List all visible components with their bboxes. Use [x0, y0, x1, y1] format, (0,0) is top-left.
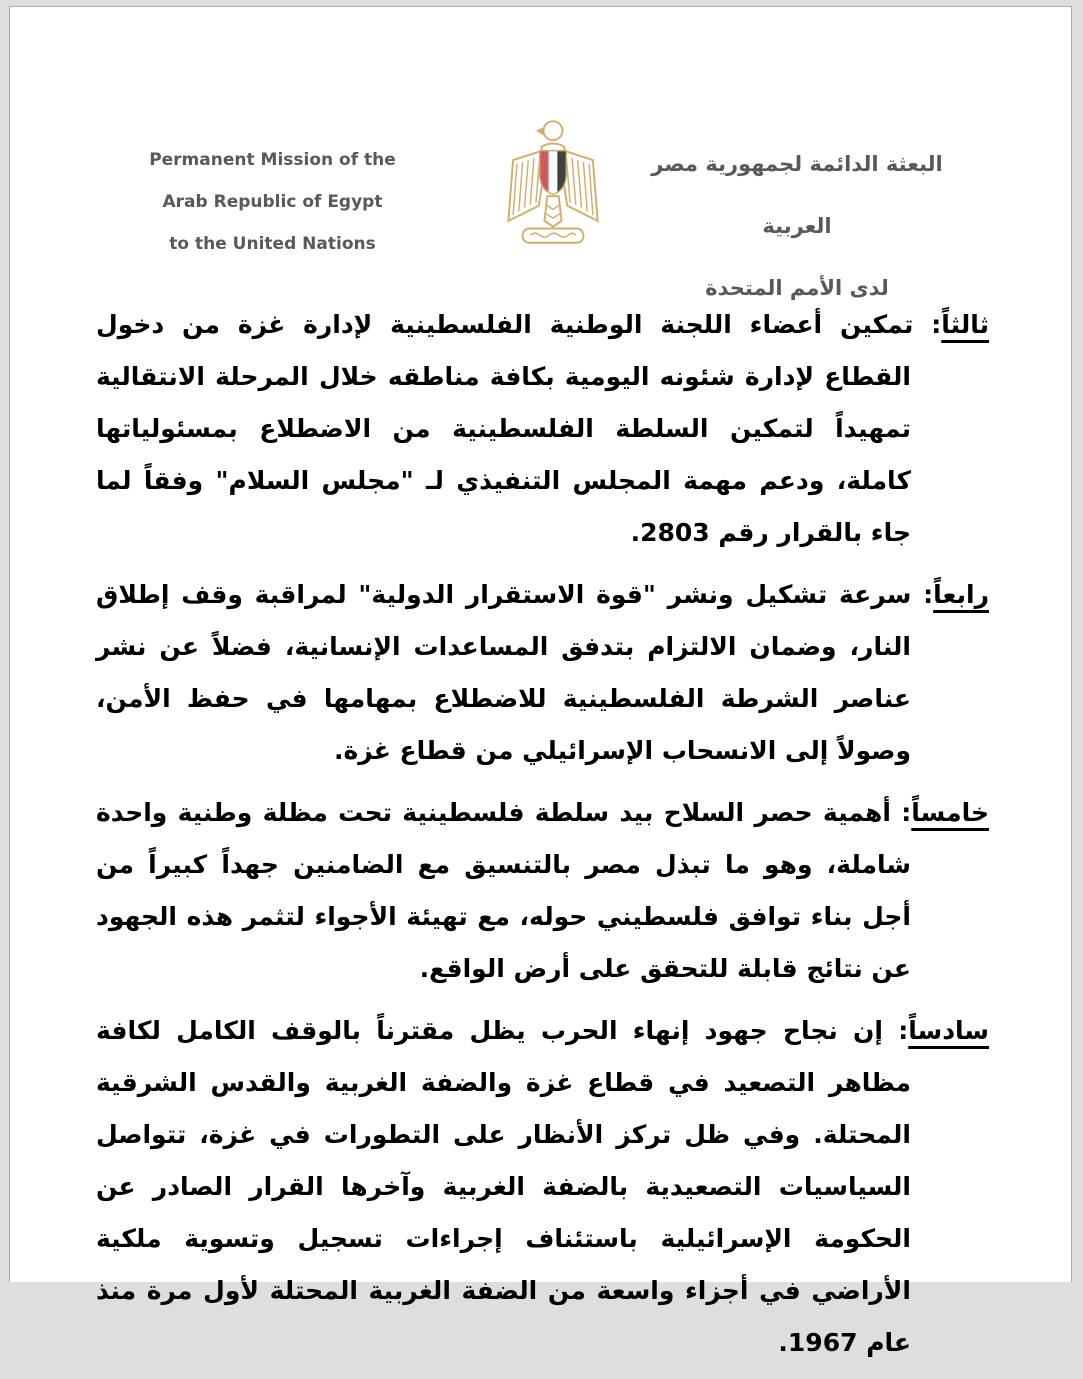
- mission-name-english-line: to the United Nations: [169, 234, 376, 254]
- mission-name-arabic-line: البعثة الدائمة لجمهورية مصر العربية: [651, 152, 943, 238]
- paragraph-lead: رابعاً: [933, 580, 989, 609]
- lead-separator: :: [923, 580, 934, 609]
- mission-name-english-line: Permanent Mission of the: [149, 150, 396, 170]
- mission-name-arabic-line: لدى الأمم المتحدة: [705, 276, 889, 300]
- paragraph-third: [96, 299, 989, 559]
- mission-name-english: [140, 139, 405, 265]
- mission-name-english-line: Arab Republic of Egypt: [162, 192, 383, 212]
- mission-name-arabic: [632, 133, 962, 319]
- paragraph-fifth: [96, 787, 989, 995]
- egypt-coat-of-arms-icon: [496, 113, 610, 249]
- lead-separator: :: [898, 1016, 909, 1045]
- paragraph-text: سرعة تشكيل ونشر "قوة الاستقرار الدولية" لمراقبة وقف إطلاق النار، وضمان الالتزام بتدفق المساعدات الإنسانية، فضلاً عن نشر عناصر الشرطة الفلسطينية للاضطلاع بمهامها في حفظ الأمن، وصولاً إلى الانسحاب الإسرائيلي من قطاع غزة.: [96, 580, 912, 765]
- paragraph-text: أهمية حصر السلاح بيد سلطة فلسطينية تحت مظلة وطنية واحدة شاملة، وهو ما تبذل مصر بالتنسيق مع الضامنين جهداً كبيراً من أجل بناء توافق فلسطيني حوله، مع تهيئة الأجواء لتثمر هذه الجهود عن نتائج قابلة للتحقق على أرض الواقع.: [96, 798, 911, 983]
- document-page: [9, 6, 1072, 1357]
- paragraph-lead: ثالثاً: [941, 310, 989, 339]
- lead-separator: :: [931, 310, 942, 339]
- lead-separator: :: [901, 798, 912, 827]
- paragraph-lead: خامساً: [911, 798, 989, 827]
- paragraph-fourth: [96, 569, 989, 777]
- paragraph-lead: سادساً: [908, 1016, 989, 1045]
- paragraph-text: إن نجاح جهود إنهاء الحرب يظل مقترناً بالوقف الكامل لكافة مظاهر التصعيد في قطاع غزة والضفة الغربية والقدس الشرقية المحتلة. وفي ظل تركز الأنظار على التطورات في غزة، تتواصل السياسيات التصعيدية بالضفة الغربية وآخرها القرار الصادر عن الحكومة الإسرائيلية باستئناف إجراءات تسجيل وتسوية ملكية الأراضي في أجزاء واسعة من الضفة الغربية المحتلة لأول مرة منذ عام 1967.: [96, 1016, 911, 1357]
- letter-body: [96, 299, 989, 1379]
- paragraph-sixth: [96, 1005, 989, 1369]
- paragraph-text: تمكين أعضاء اللجنة الوطنية الفلسطينية لإدارة غزة من دخول القطاع لإدارة شئونه اليومية بكافة مناطقه خلال المرحلة الانتقالية تمهيداً لتمكين السلطة الفلسطينية من الاضطلاع بمسئولياتها كاملة، ودعم مهمة المجلس التنفيذي لـ "مجلس السلام" وفقاً لما جاء بالقرار رقم 2803.: [96, 310, 914, 547]
